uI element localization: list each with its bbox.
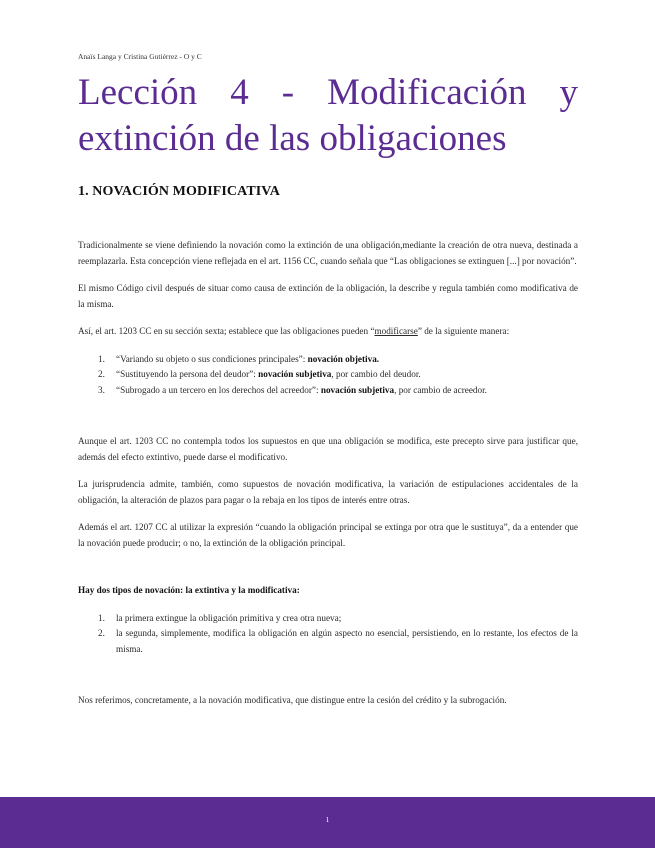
list-number: 2.	[98, 628, 105, 638]
paragraph-2: El mismo Código civil después de situar como causa de extinción de la obligación, la describe y regula también como modificativa de la misma.	[78, 283, 578, 309]
paragraph-3-after: ” de la siguiente manera:	[417, 326, 510, 336]
types-heading-text: Hay dos tipos de novación: la extintiva y la modificativa:	[78, 585, 300, 595]
list-item	[78, 352, 578, 368]
paragraph-3	[78, 324, 578, 340]
list-text: la segunda, simplemente, modifica la obligación en algún aspecto no esencial, persistiendo, en lo restante, los efectos de la misma.	[116, 628, 578, 654]
spacer	[78, 563, 578, 583]
header-note: Anaïs Langa y Cristina Gutiérrez - O y C	[78, 52, 202, 61]
list-text: “Subrogado a un tercero en los derechos del acreedor”:	[116, 384, 321, 395]
list-text: “Variando su objeto o sus condiciones principales”:	[116, 353, 308, 364]
footer-bar	[0, 797, 655, 848]
title-line-2: extinción de las obligaciones	[78, 118, 507, 159]
spacer	[78, 410, 578, 434]
page-number: 1	[325, 816, 330, 824]
list-text: “Sustituyendo la persona del deudor”:	[116, 369, 259, 379]
list-bold: novación objetiva.	[307, 353, 380, 364]
list-number: 2.	[98, 369, 105, 379]
list-tail: , por cambio del deudor.	[331, 369, 421, 379]
types-list	[78, 611, 578, 658]
underlined-term: modificarse	[374, 326, 418, 336]
paragraph-7: Nos referimos, concretamente, a la novación modificativa, que distingue entre la cesión del crédito y la subrogación.	[78, 695, 507, 705]
list-number: 1.	[98, 612, 105, 623]
page-title	[78, 70, 578, 162]
modification-list	[78, 352, 578, 399]
list-text: la primera extingue la obligación primitiva y crea otra nueva;	[116, 612, 342, 623]
list-number: 1.	[98, 353, 105, 364]
paragraph-6: Además el art. 1207 CC al utilizar la expresión “cuando la obligación principal se extinga por otra que le sustituya”, da a entender que la novación puede producir; o no, la extinción de la obligación principal.	[78, 522, 578, 548]
paragraph-5: La jurisprudencia admite, también, como supuestos de novación modificativa, la variación de estipulaciones accidentales de la obligación, la alteración de plazos para pagar o la rebaja en los tipos de interés entre otras.	[78, 479, 578, 505]
document-body	[78, 238, 578, 721]
list-number: 3.	[98, 384, 105, 395]
list-item	[78, 611, 578, 627]
list-item	[78, 383, 578, 399]
section-heading: 1. NOVACIÓN MODIFICATIVA	[78, 184, 280, 199]
list-bold: novación subjetiva	[320, 384, 395, 395]
list-item	[78, 367, 578, 383]
title-line-1: Lección 4 - Modificación y	[78, 72, 578, 113]
spacer	[78, 669, 578, 693]
paragraph-1: Tradicionalmente se viene definiendo la novación como la extinción de una obligación,mediante la creación de otra nueva, destinada a reemplazarla. Esta concepción viene reflejada en el art. 1156 CC, cuando señala que “Las obligaciones se extinguen [...] por novación”.	[78, 240, 578, 266]
paragraph-3-before: Así, el art. 1203 CC en su sección sexta; establece que las obligaciones pueden “	[78, 326, 375, 336]
paragraph-4: Aunque el art. 1203 CC no contempla todos los supuestos en que una obligación se modifica, este precepto sirve para justificar que, además del efecto extintivo, puede darse el modificativo.	[78, 436, 578, 462]
types-heading	[78, 583, 578, 599]
list-tail: , por cambio de acreedor.	[394, 384, 487, 395]
list-item	[78, 626, 578, 657]
list-bold: novación subjetiva	[258, 369, 332, 379]
